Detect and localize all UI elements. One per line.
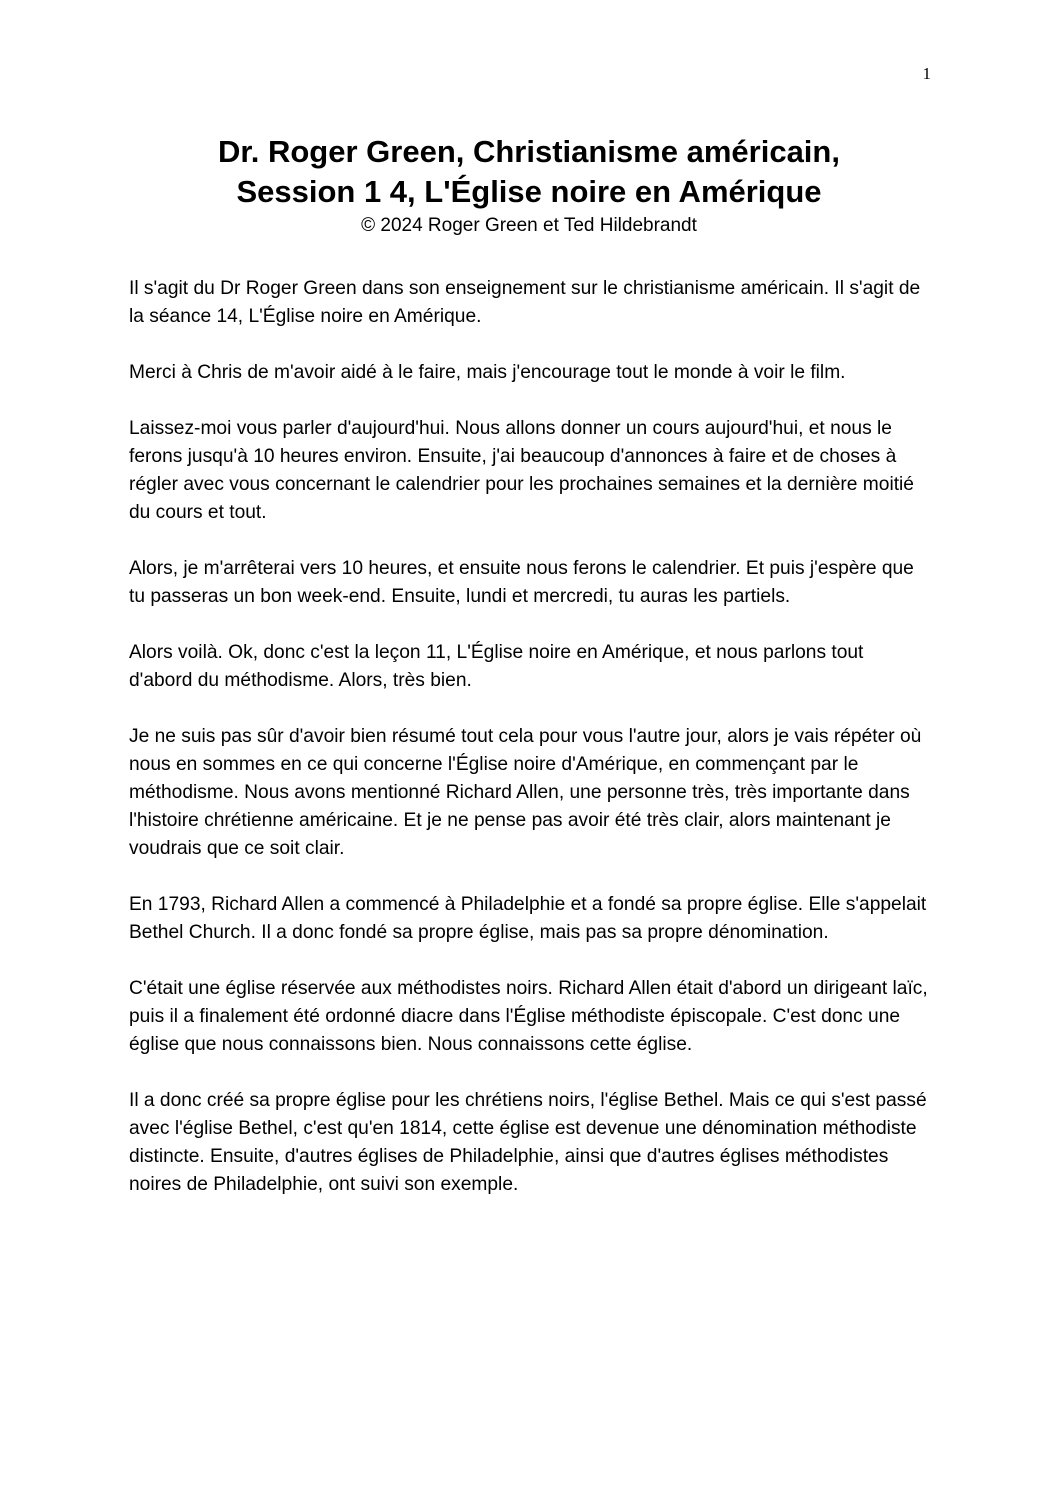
paragraph-9: Il a donc créé sa propre église pour les chrétiens noirs, l'église Bethel. Mais ce qui s'est passé avec l'église Bethel, c'est qu'en 1814, cette église est devenue une dénomination méthodiste distincte. Ensuite, d'autres églises de Philadelphie, ainsi que d'autres églises méthodistes noires de Philadelphie, ont suivi son exemple. xyxy=(129,1090,927,1195)
paragraph-4: Alors, je m'arrêterai vers 10 heures, et ensuite nous ferons le calendrier. Et puis j'espère que tu passeras un bon week-end. Ensuite, lundi et mercredi, tu auras les partiels. xyxy=(129,558,914,607)
paragraph-8: C'était une église réservée aux méthodistes noirs. Richard Allen était d'abord un dirigeant laïc, puis il a finalement été ordonné diacre dans l'Église méthodiste épiscopale. C'est donc une église que nous connaissons bien. Nous connaissons cette église. xyxy=(129,978,928,1055)
copyright-line: © 2024 Roger Green et Ted Hildebrandt xyxy=(361,215,697,236)
paragraph-1: Il s'agit du Dr Roger Green dans son enseignement sur le christianisme américain. Il s'agit de la séance 14, L'Église noire en Amérique. xyxy=(129,278,921,327)
paragraph-7: En 1793, Richard Allen a commencé à Philadelphie et a fondé sa propre église. Elle s'appelait Bethel Church. Il a donc fondé sa propre église, mais pas sa propre dénomination. xyxy=(129,894,927,943)
paragraph-6: Je ne suis pas sûr d'avoir bien résumé tout cela pour vous l'autre jour, alors je vais répéter où nous en sommes en ce qui concerne l'Église noire d'Amérique, en commençant par le méthodisme. Nous avons mentionné Richard Allen, une personne très, très importante dans l'histoire chrétienne américaine. Et je ne pense pas avoir été très clair, alors maintenant je voudrais que ce soit clair. xyxy=(129,726,922,859)
document-title-line-1: Dr. Roger Green, Christianisme américain, xyxy=(218,134,840,169)
paragraph-3: Laissez-moi vous parler d'aujourd'hui. Nous allons donner un cours aujourd'hui, et nous le ferons jusqu'à 10 heures environ. Ensuite, j'ai beaucoup d'annonces à faire et de choses à régler avec vous concernant le calendrier pour les prochaines semaines et la dernière moitié du cours et tout. xyxy=(129,418,914,523)
page-number: 1 xyxy=(922,64,931,83)
document-title-line-2: Session 1 4, L'Église noire en Amérique xyxy=(236,174,822,209)
document-body xyxy=(129,275,929,1227)
paragraph-2: Merci à Chris de m'avoir aidé à le faire, mais j'encourage tout le monde à voir le film. xyxy=(129,362,846,383)
title-block xyxy=(0,132,1058,239)
paragraph-5: Alors voilà. Ok, donc c'est la leçon 11, L'Église noire en Amérique, et nous parlons tout d'abord du méthodisme. Alors, très bien. xyxy=(129,642,864,691)
